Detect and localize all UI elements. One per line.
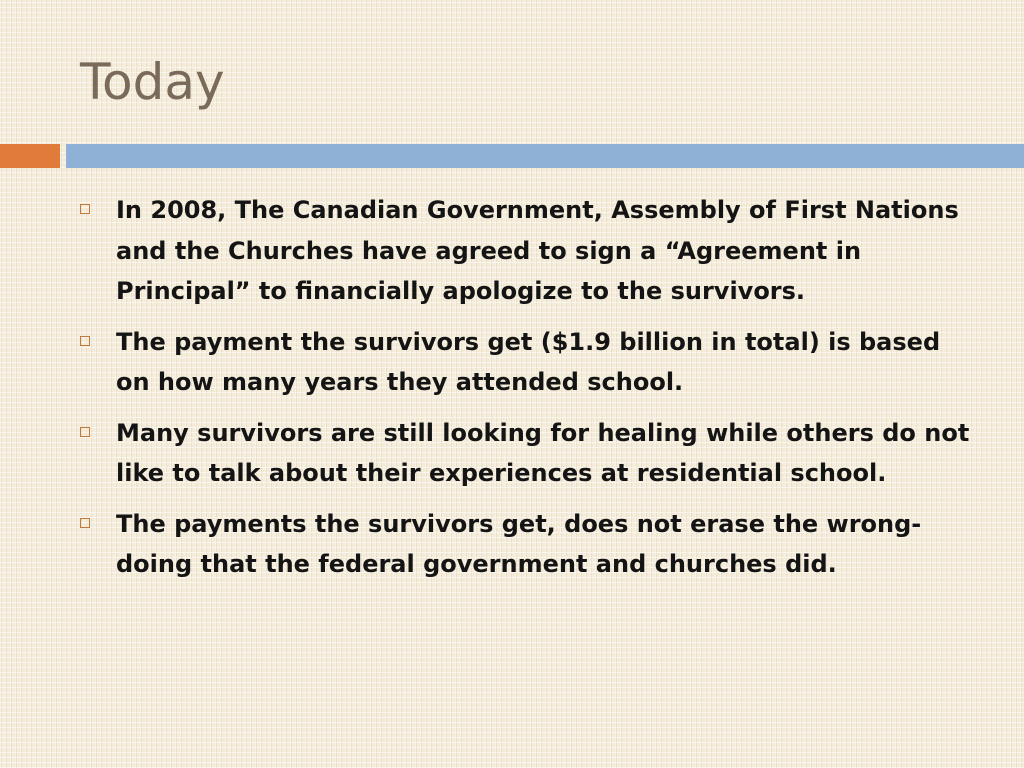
bullet-item — [80, 504, 980, 585]
blue-divider-bar — [66, 144, 1024, 168]
bullet-text: The payment the survivors get ($1.9 billion in total) is based on how many years they attended school. — [116, 327, 941, 396]
bullet-text: The payments the survivors get, does not erase the wrong-doing that the federal government and churches did. — [116, 509, 922, 578]
square-bullet-icon — [80, 336, 90, 346]
bullet-text: Many survivors are still looking for healing while others do not like to talk about their experiences at residential school. — [116, 418, 970, 487]
square-bullet-icon — [80, 427, 90, 437]
bullet-list — [80, 190, 980, 595]
orange-accent-bar — [0, 144, 60, 168]
square-bullet-icon — [80, 204, 90, 214]
bullet-item — [80, 322, 980, 403]
bullet-text: In 2008, The Canadian Government, Assembly of First Nations and the Churches have agreed to sign a “Agreement in Principal” to financially apologize to the survivors. — [116, 196, 959, 305]
slide-title: Today — [80, 53, 225, 111]
bullet-item — [80, 413, 980, 494]
bullet-item — [80, 190, 980, 312]
square-bullet-icon — [80, 518, 90, 528]
